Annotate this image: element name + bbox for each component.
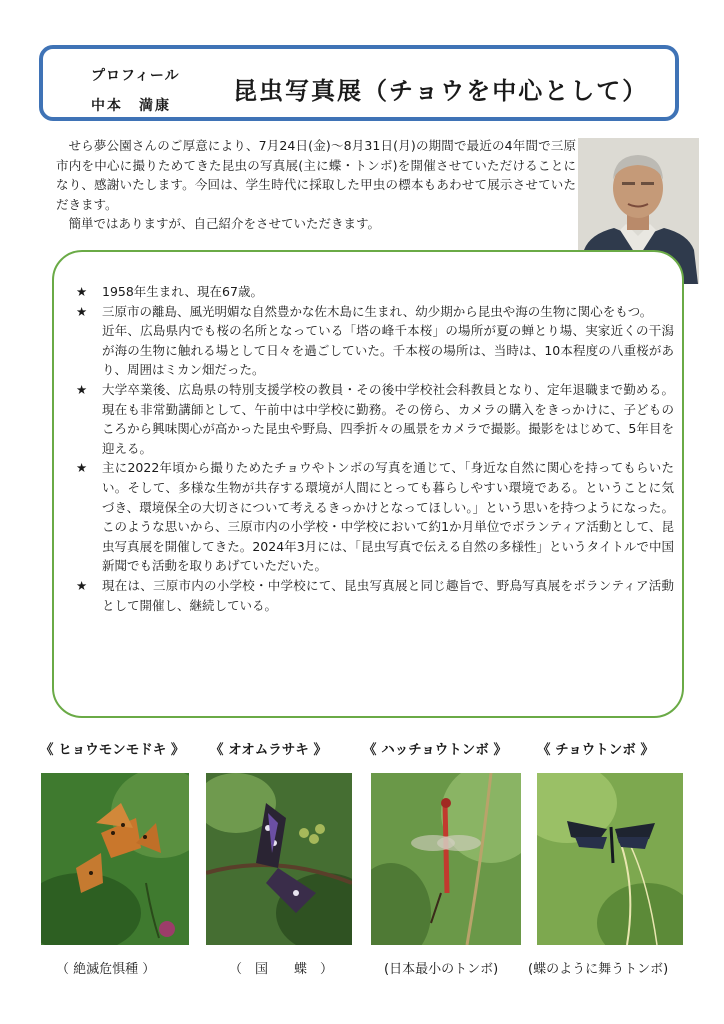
list-item	[76, 302, 674, 380]
oomurasaki-photo	[206, 773, 352, 945]
star-icon: ★	[76, 577, 88, 593]
caption-choutonbo: (蝶のように舞うトンボ)	[528, 962, 669, 977]
caption-oomurasaki: （ 国 蝶 ）	[229, 962, 334, 977]
intro-paragraph: 簡単ではありますが、自己紹介をさせていただきます。	[68, 216, 381, 232]
list-item	[76, 576, 674, 615]
list-item	[76, 380, 674, 458]
caption-hyoumonmodoki: （ 絶滅危惧種 ）	[56, 962, 156, 977]
photo-title-hacchoutonbo: 《 ハッチョウトンボ 》	[363, 742, 507, 758]
list-item	[76, 458, 674, 576]
profile-text: 大学卒業後、広島県の特別支援学校の教員・その後中学校社会科教員となり、定年退職まで勤める。現在も非常勤講師として、午前中は中学校に勤務。その傍ら、カメラの購入をきっかけに、子どものころから興味関心が高かった昆虫や野鳥、四季折々の風景をカメラで撮影。撮影をはじめて、5年目を迎える。	[102, 381, 674, 456]
profile-text: 1958年生まれ、現在67歳。	[102, 284, 263, 299]
profile-text: 主に2022年頃から撮りためたチョウやトンボの写真を通じて、「身近な自然に関心を持ってもらいたい。そして、多様な生物が共存する環境が人間にとっても暮らしやすい環境である。ということに気づき、環境保全の大切さについて考えるきっかけとなってほしい。」という思いを持つようになった。このような思いから、三原市内の小学校・中学校において約1か月単位でボランティア活動として、昆虫写真展を開催してきた。2024年3月には、「昆虫写真で伝える自然の多様性」というタイトルで中国新聞でも活動を取りあげていただいた。	[102, 460, 674, 574]
star-icon: ★	[76, 381, 88, 397]
profile-box	[52, 250, 684, 718]
list-item	[76, 282, 674, 302]
star-icon: ★	[76, 303, 88, 319]
hyoumonmodoki-photo	[41, 773, 189, 945]
profile-text: 現在は、三原市内の小学校・中学校にて、昆虫写真展と同じ趣旨で、野鳥写真展をボランティア活動として開催し、継続している。	[102, 577, 674, 613]
star-icon: ★	[76, 284, 88, 299]
intro-paragraph: せら夢公園さんのご厚意により、7月24日(金)～8月31日(月)の期間で最近の4年間で三原市内を中心に撮りためてきた昆虫の写真展(主に蝶・トンボ)を開催させていただけることになり、感謝いたします。今回は、学生時代に採取した甲虫の標本もあわせて展示させていただきます。	[56, 138, 576, 212]
profile-text: 三原市の離島、風光明媚な自然豊かな佐木島に生まれ、幼少期から昆虫や海の生物に関心をもつ。	[102, 303, 653, 319]
profile-text: 近年、広島県内でも桜の名所となっている「塔の峰千本桜」の場所が夏の蝉とり場、実家近くの干潟が海の生物に触れる場として日々を過ごしていた。千本桜の場所は、当時は、10本程度の八重桜があり、周囲はミカン畑だった。	[102, 323, 674, 378]
page-title: 昆虫写真展（チョウを中心として）	[233, 77, 649, 105]
author-name: 中本 満康	[91, 98, 171, 114]
intro-text	[56, 136, 576, 234]
choutonbo-photo	[537, 773, 683, 945]
photo-title-oomurasaki: 《 オオムラサキ 》	[210, 742, 327, 758]
profile-list	[76, 282, 674, 615]
title-box	[39, 45, 679, 121]
hacchoutonbo-photo	[371, 773, 521, 945]
photo-title-choutonbo: 《 チョウトンボ 》	[537, 742, 654, 758]
profile-label: プロフィール	[91, 68, 180, 84]
caption-hacchoutonbo: (日本最小のトンボ)	[384, 962, 499, 977]
photo-title-hyoumonmodoki: 《 ヒョウモンモドキ 》	[40, 742, 185, 758]
star-icon: ★	[76, 460, 88, 476]
